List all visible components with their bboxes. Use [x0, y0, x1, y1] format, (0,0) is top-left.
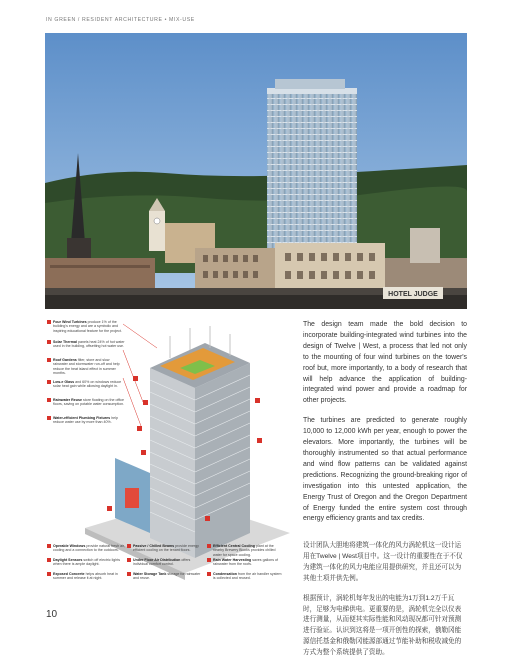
- paragraph: The turbines are predicted to generate roughly 10,000 to 12,000 kWh per year, enough to power the elevators. More importantly, the turbines will be thoroughly instrumented so that actual performance and wind flow patterns can be validated against predictions. Recognizing the ground-breaking rigor of investigation into this untested application, the Energy Trust of Oregon and the Oregon Department of Energy funded the entire system cost through energy efficiency grants and tax credits.: [303, 417, 467, 523]
- hotel-sign: HOTEL JUDGE: [388, 291, 438, 298]
- callout-exposed-concrete: Exposed Concrete helps absorb heat in summer and release it at night.: [53, 572, 125, 581]
- callout-wind-turbines: Four Wind Turbines produce 1% of the building's energy and are a symbolic and inspiring educational feature for the project.: [53, 320, 125, 333]
- paragraph: 设计团队大胆地将建筑一体化的风力涡轮机这一设计运用在Twelve | West项目中。这一设计的重要性在于不仅为建筑一体化的风力电能应用提供研究，并且还可以为其他土项并供先例。: [303, 542, 463, 582]
- callout-underfloor-air: Under Floor Air Distribution offers individual comfort control.: [133, 558, 205, 567]
- callout-low-e-glass: Low-e Glass and 60% on windows reduce solar heat gain while allowing daylight in.: [53, 380, 125, 389]
- callout-roof-gardens: Roof Gardens filter, store and slow rainwater and stormwater run-off and help reduce the heat island effect in summer months.: [53, 358, 125, 376]
- callout-operable-windows: Operable Windows provide natural fresh air, cooling and a connection to the outdoors.: [53, 544, 125, 553]
- running-header: IN GREEN / RESIDENT ARCHITECTURE • MIX-USE: [46, 17, 195, 23]
- paragraph: 根据预计，涡轮机每年发出的电能为1万到1.2万千瓦时，足够为电梯供电。更重要的是，涡轮机完全以仪表进行测量，从而便其实际性能和风动现况都可针对预测进行验证。认识到这将是一项开创性的探索，俄勒冈能源信托基金和俄勒冈能源部通过节能补助和税收减免的方式为整个系统提供了资助。: [303, 594, 462, 657]
- callout-chilled-beams: Passive / Chilled Beams provide energy efficient cooling on the tenant floors.: [133, 544, 205, 553]
- callout-water-storage: Water Storage Tank storage for rainwater and reuse.: [133, 572, 205, 581]
- sustainability-diagram: [45, 318, 293, 586]
- callout-solar-thermal: Solar Thermal panels heat 24% of hot water used in the building, offsetting hot water use.: [53, 340, 125, 349]
- skyline-illustration: [45, 33, 467, 309]
- paragraph: The design team made the bold decision to incorporate building-integrated wind turbines into the design of Twelve | West, a process that led not only to the mounting of four wind turbines on the tower's roof but, more importantly, to a body of research that will help advance the application of building-integrated wind power and provide a roadmap for other projects.: [303, 321, 467, 405]
- page-number: 10: [46, 609, 58, 620]
- body-text-chinese: [303, 541, 467, 668]
- callout-rainwater-reuse: Rainwater Reuse store floating on the office floors, saving on potable water consumption.: [53, 398, 125, 407]
- city-skyline-photo: [45, 33, 467, 309]
- callout-plumbing: Water-efficient Plumbing Fixtures help reduce water use by more than 40%.: [53, 416, 125, 425]
- body-text-english: [303, 320, 467, 534]
- callout-rainwater-harvesting: Rain Water Harvesting saves gallons of rainwater from the roofs.: [213, 558, 285, 567]
- callout-central-cooling: Efficient Central Cooling plant at the nearby Brewery Blocks provides chilled water for space cooling.: [213, 544, 285, 557]
- callout-daylight-sensors: Daylight Sensors switch off electric lights when there is ample daylight.: [53, 558, 125, 567]
- diagram-callouts: [45, 318, 293, 586]
- callout-condensation: Condensation from the air handler system is collected and reused.: [213, 572, 285, 581]
